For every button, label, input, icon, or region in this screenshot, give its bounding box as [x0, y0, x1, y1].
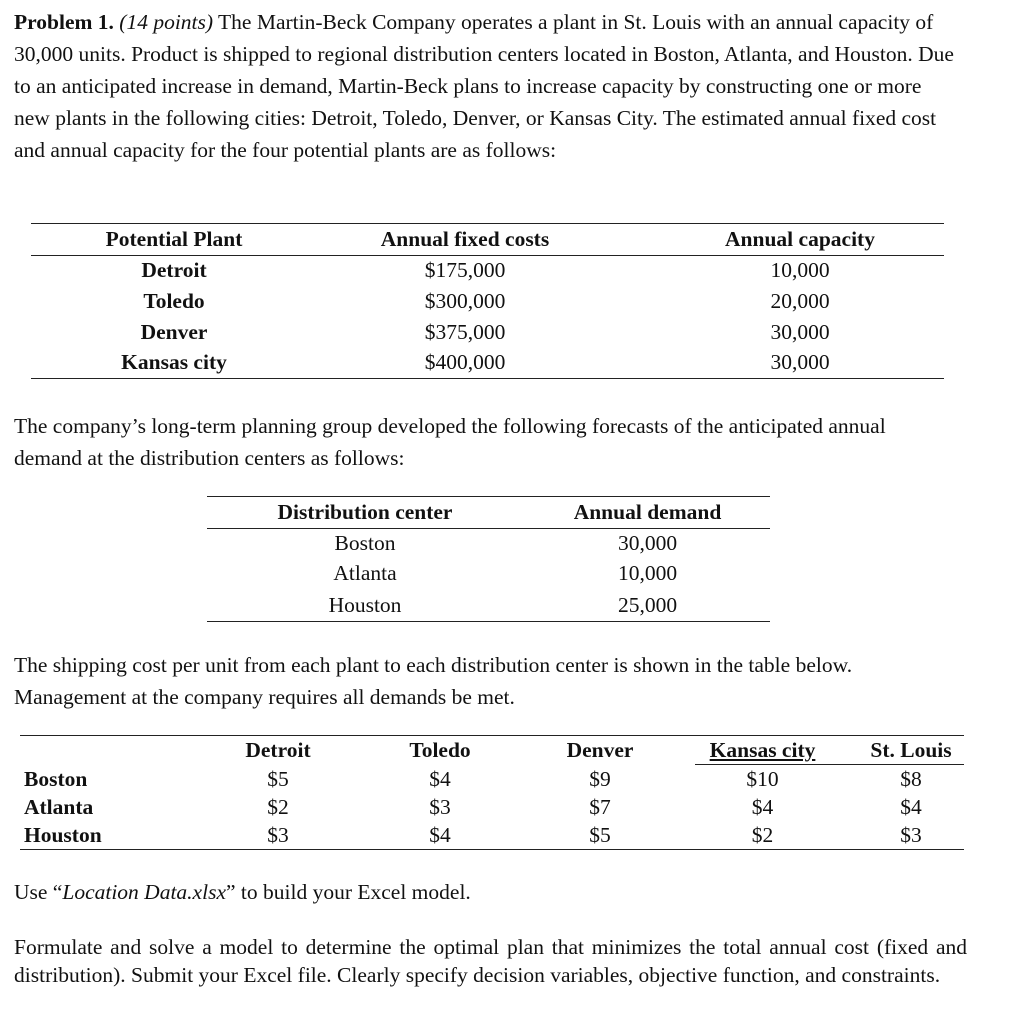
cost-cell: $3	[429, 795, 451, 819]
center-demand: 10,000	[617, 561, 678, 585]
plant-fixed-cost: $375,000	[424, 320, 506, 344]
header-potential-plant: Potential Plant	[105, 227, 243, 251]
intro-paragraph	[14, 6, 959, 166]
header-annual-demand: Annual demand	[573, 500, 722, 524]
plant-capacity: 30,000	[770, 350, 830, 374]
use-file-line	[14, 876, 959, 908]
center-name: Atlanta	[333, 561, 397, 585]
use-file-after: ” to build your Excel model.	[225, 880, 471, 904]
row-label-atlanta: Atlanta	[24, 795, 94, 819]
plant-capacity: 30,000	[770, 320, 830, 344]
header-distribution-center: Distribution center	[277, 500, 453, 524]
table-rule	[20, 849, 964, 850]
table-rule	[207, 621, 770, 622]
cost-cell: $2	[751, 823, 774, 847]
plant-name: Denver	[140, 320, 208, 344]
file-name: Location Data.xlsx	[62, 880, 226, 904]
header-toledo: Toledo	[409, 738, 471, 762]
plant-fixed-cost: $400,000	[424, 350, 506, 374]
plant-name: Kansas city	[121, 350, 227, 374]
cost-cell: $4	[429, 823, 451, 847]
points-label: (14 points)	[119, 10, 214, 34]
plant-capacity: 20,000	[770, 289, 830, 313]
plant-capacity: 10,000	[770, 258, 830, 282]
use-file-before: Use “	[14, 880, 63, 904]
header-kansas-city: Kansas city	[709, 738, 816, 762]
row-label-boston: Boston	[24, 767, 88, 791]
forecast-paragraph: The company’s long-term planning group developed the following forecasts of the anticipated annual demand at the distribution centers as follows:	[14, 414, 886, 470]
header-denver: Denver	[566, 738, 634, 762]
plant-name: Detroit	[141, 258, 207, 282]
task-paragraph: Formulate and solve a model to determine the optimal plan that minimizes the total annual cost (fixed and distribution). Submit your Excel file. Clearly specify decision variables, objective function, and constraints.	[14, 935, 967, 987]
center-name: Boston	[334, 531, 396, 555]
table-rule	[31, 378, 944, 379]
center-demand: 25,000	[617, 593, 678, 617]
intro-text: The Martin-Beck Company operates a plant in St. Louis with an annual capacity of 30,000 units. Product is shipped to regional distribution centers located in Boston, Atlanta, and Houston. Due to an anticipated increase in demand, Martin-Beck plans to increase capacity by constructing one or more new plants in the following cities: Detroit, Toledo, Denver, or Kansas City. The estimated annual fixed cost and annual capacity for the four potential plants are as follows:	[14, 10, 954, 162]
cost-cell: $4	[429, 767, 451, 791]
header-annual-capacity: Annual capacity	[725, 227, 875, 251]
cost-cell: $7	[589, 795, 611, 819]
cost-cell: $3	[900, 823, 922, 847]
cost-cell: $3	[267, 823, 289, 847]
problem-label: Problem 1.	[14, 10, 114, 34]
cost-cell: $8	[900, 767, 922, 791]
center-demand: 30,000	[617, 531, 678, 555]
header-detroit: Detroit	[245, 738, 311, 762]
plant-name: Toledo	[143, 289, 205, 313]
center-name: Houston	[328, 593, 402, 617]
cost-cell: $2	[267, 795, 289, 819]
cost-cell: $10	[746, 767, 779, 791]
cost-cell: $5	[267, 767, 289, 791]
cost-cell: $9	[589, 767, 611, 791]
shipping-paragraph: The shipping cost per unit from each plant to each distribution center is shown in the table below. Management at the company requires all demands be met.	[14, 653, 853, 709]
plant-fixed-cost: $175,000	[424, 258, 506, 282]
header-annual-fixed-costs: Annual fixed costs	[380, 227, 550, 251]
cost-cell: $5	[589, 823, 611, 847]
row-label-houston: Houston	[24, 823, 102, 847]
header-st-louis: St. Louis	[870, 738, 952, 762]
cost-cell: $4	[900, 795, 922, 819]
plant-fixed-cost: $300,000	[424, 289, 506, 313]
cost-cell: $4	[751, 795, 774, 819]
